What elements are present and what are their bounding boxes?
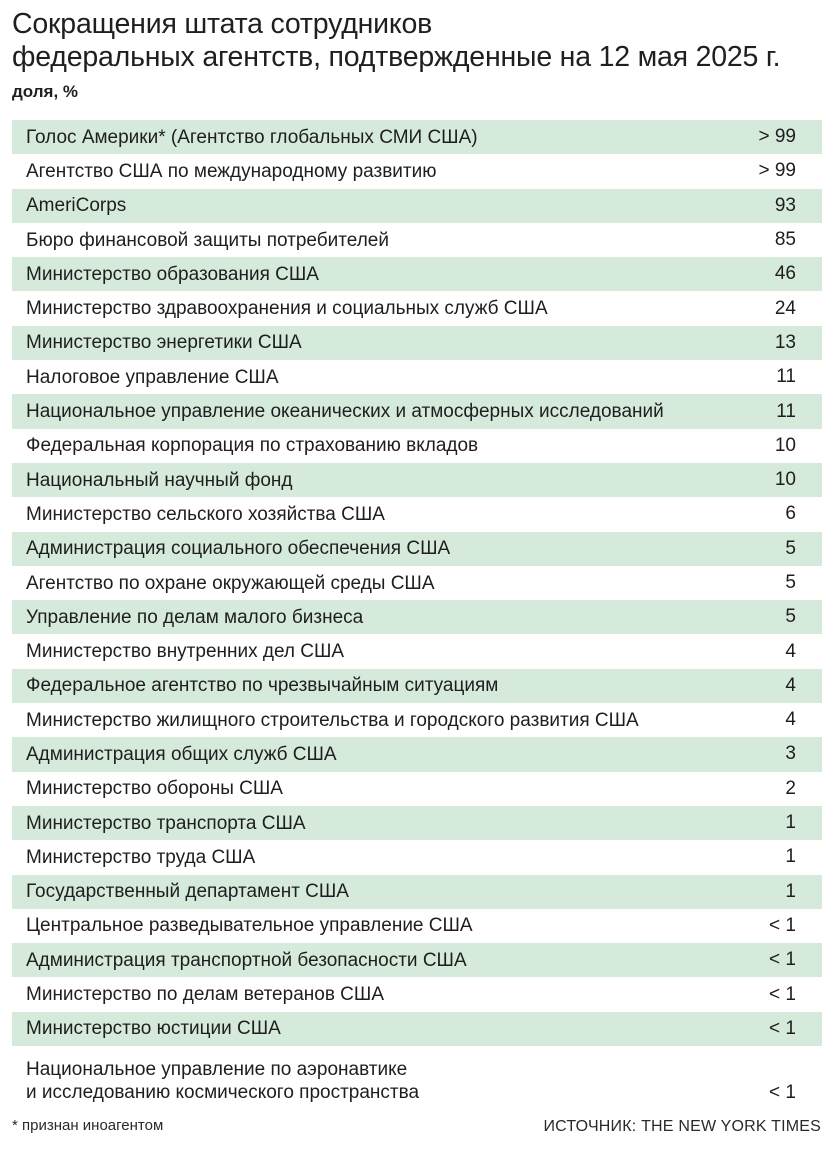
row-label: AmeriCorps xyxy=(26,195,127,217)
footnote: * признан иноагентом xyxy=(12,1117,164,1134)
row-value: 13 xyxy=(774,331,796,353)
row-value: 11 xyxy=(776,400,796,422)
table-row xyxy=(12,429,822,463)
row-value: < 1 xyxy=(769,983,796,1005)
table-row xyxy=(12,463,822,497)
row-value: 11 xyxy=(776,366,796,388)
row-label: Федеральное агентство по чрезвычайным ситуациям xyxy=(26,675,499,697)
row-label: Министерство сельского хозяйства США xyxy=(26,503,385,525)
table-row xyxy=(12,326,822,360)
table-row xyxy=(12,497,822,531)
row-value: 4 xyxy=(785,640,796,662)
row-value: < 1 xyxy=(769,914,796,936)
row-value: 85 xyxy=(774,229,796,251)
row-label: Министерство внутренних дел США xyxy=(26,641,345,663)
row-label: Министерство обороны США xyxy=(26,778,283,800)
chart-subtitle: доля, % xyxy=(12,82,79,101)
table-row xyxy=(12,154,822,188)
table-row xyxy=(12,840,822,874)
row-value: 93 xyxy=(774,194,796,216)
table-row xyxy=(12,977,822,1011)
row-label: Голос Америки* (Агентство глобальных СМИ США) xyxy=(26,126,478,148)
table-row xyxy=(12,600,822,634)
row-value: 2 xyxy=(785,777,796,799)
row-value: 10 xyxy=(774,434,796,456)
row-label: Министерство здравоохранения и социальных служб США xyxy=(26,298,548,320)
row-label: Государственный департамент США xyxy=(26,881,349,903)
table-row xyxy=(12,566,822,600)
table-row xyxy=(12,394,822,428)
row-value: 5 xyxy=(785,537,796,559)
data-table xyxy=(12,120,822,1108)
row-value: < 1 xyxy=(769,1017,796,1039)
row-value: 46 xyxy=(774,263,796,285)
row-label: Центральное разведывательное управление США xyxy=(26,915,473,937)
row-value: 1 xyxy=(785,846,796,868)
row-label-line: Национальное управление по аэронавтике xyxy=(26,1059,408,1081)
table-row xyxy=(12,257,822,291)
table-row xyxy=(12,737,822,771)
row-value: 10 xyxy=(774,469,796,491)
row-label xyxy=(12,1058,419,1104)
row-label: Министерство жилищного строительства и городского развития США xyxy=(26,709,639,731)
table-row xyxy=(12,189,822,223)
row-value: 4 xyxy=(785,709,796,731)
row-label: Администрация общих служб США xyxy=(26,743,337,765)
table-row xyxy=(12,772,822,806)
row-label: Министерство энергетики США xyxy=(26,332,302,354)
row-label: Национальное управление океанических и атмосферных исследований xyxy=(26,401,664,423)
row-value: 1 xyxy=(785,812,796,834)
source-credit: ИСТОЧНИК: THE NEW YORK TIMES xyxy=(543,1118,821,1135)
table-row xyxy=(12,291,822,325)
row-value: 5 xyxy=(785,572,796,593)
row-value: < 1 xyxy=(769,1082,796,1104)
row-label: Федеральная корпорация по страхованию вкладов xyxy=(26,435,479,457)
table-row xyxy=(12,1012,822,1046)
row-label: Бюро финансовой защиты потребителей xyxy=(26,229,389,251)
row-value: 3 xyxy=(785,743,796,765)
row-value: > 99 xyxy=(758,160,796,182)
table-row xyxy=(12,703,822,737)
row-label: Управление по делам малого бизнеса xyxy=(26,606,364,628)
table-row xyxy=(12,634,822,668)
chart-title xyxy=(12,8,827,74)
table-row xyxy=(12,875,822,909)
row-label: Министерство образования США xyxy=(26,263,319,285)
row-value: 5 xyxy=(785,606,796,628)
table-row xyxy=(12,1046,822,1108)
row-label: Налоговое управление США xyxy=(26,366,279,388)
row-label: Министерство юстиции США xyxy=(26,1018,281,1040)
chart-title-line-2: федеральных агентств, подтвержденные на 12 мая 2025 г. xyxy=(12,41,781,73)
row-label: Министерство труда США xyxy=(26,846,256,868)
row-value: 24 xyxy=(774,297,796,319)
row-label: Администрация социального обеспечения США xyxy=(26,538,451,560)
row-value: 4 xyxy=(785,674,796,696)
row-value: < 1 xyxy=(769,949,796,971)
table-row xyxy=(12,360,822,394)
table-row xyxy=(12,223,822,257)
table-row xyxy=(12,120,822,154)
table-row xyxy=(12,806,822,840)
table-row xyxy=(12,669,822,703)
row-label: Министерство по делам ветеранов США xyxy=(26,984,384,1006)
row-value: 6 xyxy=(785,503,796,525)
row-label: Агентство по охране окружающей среды США xyxy=(26,572,435,594)
table-row xyxy=(12,909,822,943)
row-label: Министерство транспорта США xyxy=(26,812,306,834)
row-value: > 99 xyxy=(758,126,796,148)
row-label-line: и исследованию космического пространства xyxy=(26,1082,420,1104)
row-value: 1 xyxy=(785,880,796,902)
table-row xyxy=(12,532,822,566)
row-label: Агентство США по международному развитию xyxy=(26,160,437,182)
row-label: Национальный научный фонд xyxy=(26,469,293,491)
chart-title-line-1: Сокращения штата сотрудников xyxy=(12,8,433,40)
table-row xyxy=(12,943,822,977)
row-label: Администрация транспортной безопасности США xyxy=(26,949,467,971)
